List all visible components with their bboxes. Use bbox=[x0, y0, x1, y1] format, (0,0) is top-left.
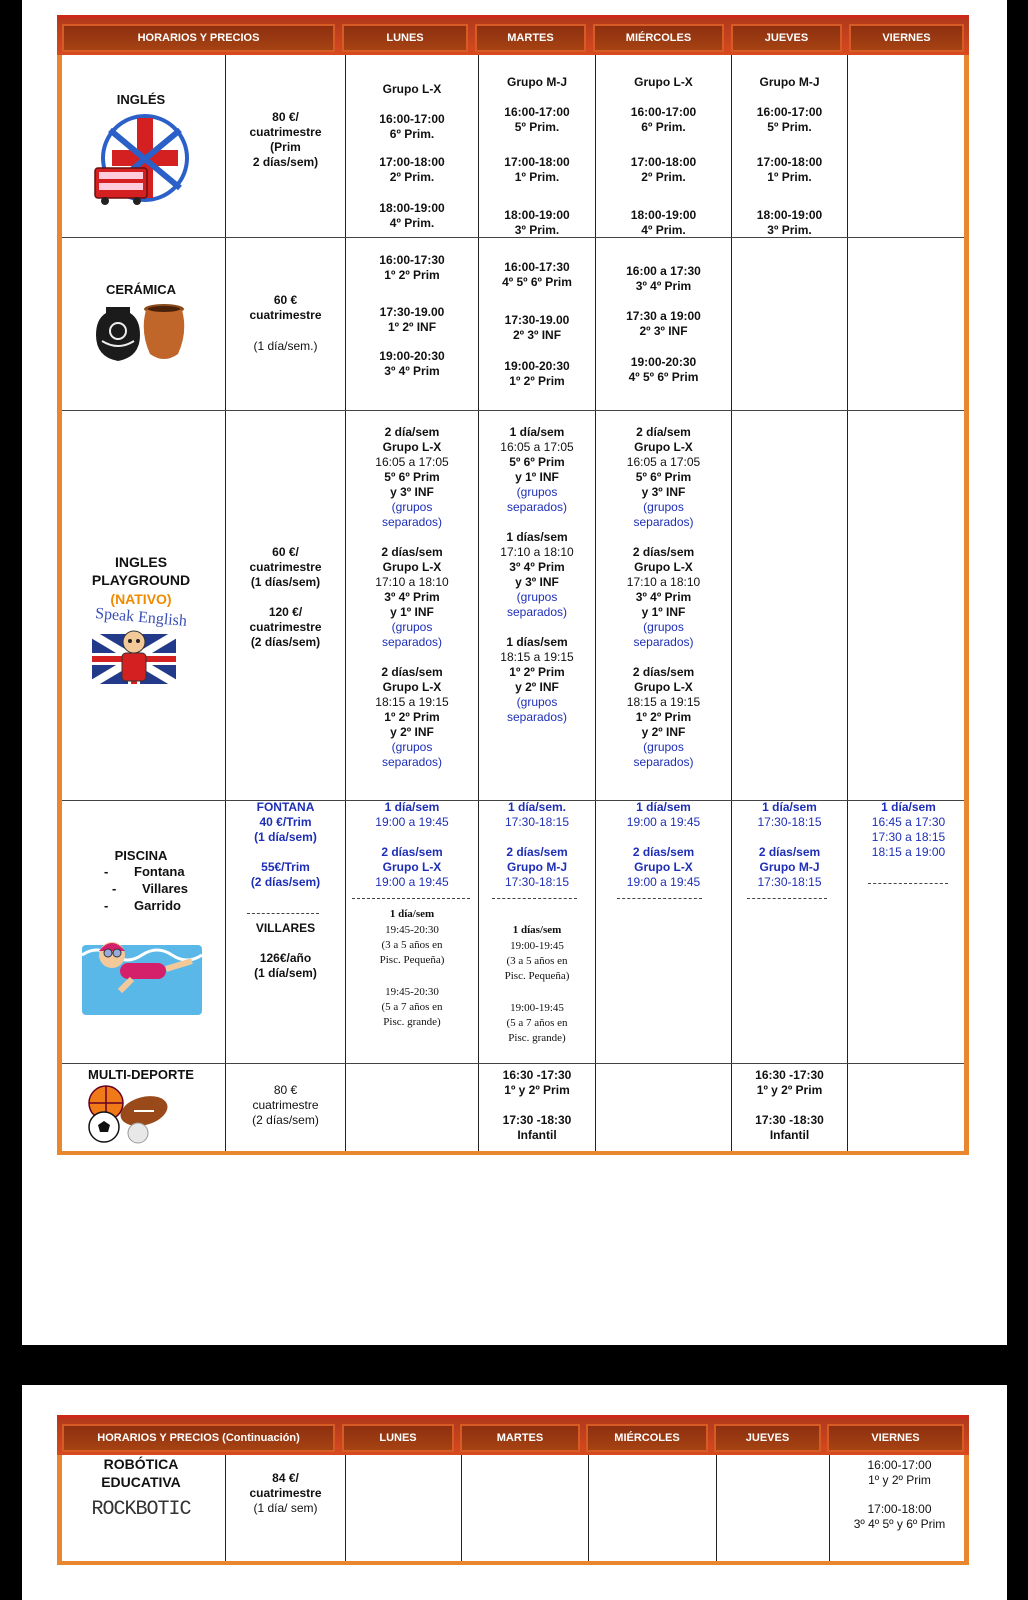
header-jueves: JUEVES bbox=[731, 24, 842, 52]
ceramica-price-note: (1 día/sem.) bbox=[253, 339, 318, 353]
playground-martes-1-groups: (grupos separados) bbox=[506, 485, 568, 514]
piscina-villares: VILLARES bbox=[255, 921, 316, 935]
ceramica-lunes-s1: 16:00-17:30 1º 2º Prim bbox=[379, 253, 445, 282]
ingles-lunes-s3: 18:00-19:00 4º Prim. bbox=[379, 201, 445, 230]
ingles-price: 80 €/ cuatrimestre (Prim 2 días/sem) bbox=[249, 110, 322, 169]
uk-flag-boy-icon bbox=[92, 628, 176, 686]
piscina-lunes-separator bbox=[352, 898, 470, 899]
piscina-villares-price: 126€/año (1 día/sem) bbox=[254, 951, 317, 980]
playground-martes-3-hours: 18:15 a 19:15 bbox=[500, 650, 574, 664]
schedule-page-1 bbox=[22, 0, 1007, 1345]
table-header-continuation bbox=[57, 1415, 969, 1455]
piscina-miercoles-b: 2 días/sem Grupo L-X bbox=[632, 845, 695, 874]
piscina-viernes-a-hours: 16:45 a 17:30 17:30 a 18:15 18:15 a 19:00 bbox=[871, 815, 946, 859]
piscina-place-fontana: Fontana bbox=[134, 864, 185, 879]
playground-title: INGLES PLAYGROUND bbox=[91, 554, 191, 588]
playground-miercoles-1-groups: (grupos separados) bbox=[633, 500, 694, 529]
ceramica-martes-s1: 16:00-17:30 4º 5º 6º Prim bbox=[502, 260, 572, 289]
ingles-jueves-s2: 17:00-18:00 1º Prim. bbox=[756, 155, 823, 184]
playground-lunes-1-hours: 16:05 a 17:05 bbox=[375, 455, 449, 469]
ceramica-lunes-s2: 17:30-19.00 1º 2º INF bbox=[379, 305, 445, 334]
ingles-lunes-group: Grupo L-X bbox=[382, 82, 442, 96]
header-martes: MARTES bbox=[475, 24, 586, 52]
playground-miercoles-2-groups: (grupos separados) bbox=[633, 620, 694, 649]
robotica-viernes-s2: 17:00-18:00 3º 4º 5º y 6º Prim bbox=[853, 1502, 946, 1531]
playground-miercoles-2-title: 2 días/sem Grupo L-X bbox=[632, 545, 695, 574]
piscina-lunes-b: 2 días/sem Grupo L-X bbox=[381, 845, 443, 874]
piscina-lunes-villares-2: 19:45-20:30 (5 a 7 años en Pisc. grande) bbox=[381, 986, 443, 1028]
piscina-bullet-1: - bbox=[104, 864, 109, 879]
header-horarios-continuacion: HORARIOS Y PRECIOS (Continuación) bbox=[62, 1424, 335, 1452]
playground-price-1: 60 €/ cuatrimestre (1 días/sem) bbox=[249, 545, 322, 589]
piscina-lunes-villares-1: 19:45-20:30 (3 a 5 años en Pisc. Pequeña) bbox=[379, 924, 445, 966]
multideporte-jueves-s2: 17:30 -18:30 Infantil bbox=[755, 1113, 824, 1142]
playground-martes-2-course: 3º 4º Prim y 3º INF bbox=[509, 560, 565, 589]
playground-miercoles-2-course: 3º 4º Prim y 1º INF bbox=[635, 590, 692, 619]
piscina-jueves-separator bbox=[747, 898, 827, 899]
piscina-place-villares: Villares bbox=[142, 881, 189, 896]
piscina-martes-villares-title: 1 días/sem bbox=[512, 924, 562, 936]
header-jueves-2: JUEVES bbox=[714, 1424, 821, 1452]
playground-lunes-2-title: 2 días/sem Grupo L-X bbox=[381, 545, 443, 574]
table-header bbox=[57, 15, 969, 55]
ceramic-pots-icon bbox=[94, 301, 190, 363]
playground-lunes-1-course: 5º 6º Prim y 3º INF bbox=[384, 470, 440, 499]
multideporte-martes-s2: 17:30 -18:30 Infantil bbox=[502, 1113, 572, 1142]
playground-lunes-3-groups: (grupos separados) bbox=[381, 740, 443, 769]
robotica-viernes-s1: 16:00-17:00 1º y 2º Prim bbox=[867, 1458, 932, 1487]
ingles-jueves-s1: 16:00-17:00 5º Prim. bbox=[756, 105, 823, 134]
ceramica-miercoles-s2: 17:30 a 19:00 2º 3º INF bbox=[626, 309, 701, 338]
playground-nativo: (NATIVO) bbox=[110, 591, 172, 607]
speak-english-logo: Speak English bbox=[94, 605, 188, 630]
playground-martes-1-hours: 16:05 a 17:05 bbox=[500, 440, 574, 454]
playground-martes-2-title: 1 días/sem bbox=[506, 530, 568, 544]
piscina-viernes-separator bbox=[868, 883, 948, 884]
piscina-martes-a: 1 día/sem. bbox=[507, 800, 567, 814]
ingles-lunes-s2: 17:00-18:00 2º Prim. bbox=[379, 155, 445, 184]
swimmer-icon bbox=[82, 925, 202, 1015]
piscina-price-separator bbox=[247, 913, 319, 914]
schedule-table-continuation bbox=[57, 1455, 969, 1565]
ingles-miercoles-s1: 16:00-17:00 6º Prim. bbox=[630, 105, 697, 134]
robotica-price-note: (1 día/ sem) bbox=[253, 1501, 318, 1515]
playground-lunes-2-groups: (grupos separados) bbox=[381, 620, 443, 649]
header-viernes: VIERNES bbox=[849, 24, 964, 52]
header-martes-2: MARTES bbox=[460, 1424, 580, 1452]
playground-miercoles-3-groups: (grupos separados) bbox=[633, 740, 694, 769]
multideporte-jueves-s1: 16:30 -17:30 1º y 2º Prim bbox=[755, 1068, 824, 1097]
playground-martes-3-course: 1º 2º Prim y 2º INF bbox=[509, 665, 565, 694]
ingles-miercoles-s2: 17:00-18:00 2º Prim. bbox=[630, 155, 697, 184]
ceramica-lunes-s3: 19:00-20:30 3º 4º Prim bbox=[379, 349, 445, 378]
playground-martes-3-title: 1 días/sem bbox=[506, 635, 568, 649]
playground-martes-2-hours: 17:10 a 18:10 bbox=[500, 545, 574, 559]
piscina-place-garrido: Garrido bbox=[134, 898, 181, 913]
piscina-jueves-b-hours: 17:30-18:15 bbox=[757, 875, 822, 889]
playground-lunes-1-groups: (grupos separados) bbox=[381, 500, 443, 529]
playground-lunes-3-title: 2 días/sem Grupo L-X bbox=[381, 665, 443, 694]
piscina-lunes-villares-title: 1 día/sem bbox=[389, 908, 435, 920]
playground-lunes-1-title: 2 día/sem Grupo L-X bbox=[382, 425, 442, 454]
piscina-lunes-a-hours: 19:00 a 19:45 bbox=[375, 815, 449, 829]
playground-martes-1-course: 5º 6º Prim y 1º INF bbox=[509, 455, 565, 484]
ceramica-price: 60 € cuatrimestre bbox=[249, 293, 322, 322]
ingles-martes-s3: 18:00-19:00 3º Prim. bbox=[504, 208, 570, 237]
piscina-bullet-2: - bbox=[112, 881, 117, 896]
playground-lunes-2-hours: 17:10 a 18:10 bbox=[375, 575, 449, 589]
ceramica-martes-s3: 19:00-20:30 1º 2º Prim bbox=[504, 359, 570, 388]
playground-miercoles-3-course: 1º 2º Prim y 2º INF bbox=[635, 710, 692, 739]
multideporte-martes-s1: 16:30 -17:30 1º y 2º Prim bbox=[502, 1068, 572, 1097]
header-horarios: HORARIOS Y PRECIOS bbox=[62, 24, 335, 52]
piscina-lunes-b-hours: 19:00 a 19:45 bbox=[375, 875, 449, 889]
piscina-title: PISCINA bbox=[114, 848, 168, 863]
piscina-miercoles-b-hours: 19:00 a 19:45 bbox=[626, 875, 701, 889]
header-lunes: LUNES bbox=[342, 24, 468, 52]
playground-lunes-2-course: 3º 4º Prim y 1º INF bbox=[384, 590, 440, 619]
playground-martes-3-groups: (grupos separados) bbox=[506, 695, 568, 724]
ceramica-miercoles-s3: 19:00-20:30 4º 5º 6º Prim bbox=[628, 355, 699, 384]
schedule-table bbox=[57, 55, 969, 1155]
header-viernes-2: VIERNES bbox=[827, 1424, 964, 1452]
ingles-title: INGLÉS bbox=[116, 92, 166, 107]
playground-miercoles-1-title: 2 día/sem Grupo L-X bbox=[634, 425, 693, 454]
playground-miercoles-1-hours: 16:05 a 17:05 bbox=[626, 455, 701, 469]
ingles-martes-s1: 16:00-17:00 5º Prim. bbox=[504, 105, 570, 134]
playground-martes-2-groups: (grupos separados) bbox=[506, 590, 568, 619]
piscina-jueves-a: 1 día/sem bbox=[762, 800, 817, 814]
playground-lunes-3-hours: 18:15 a 19:15 bbox=[375, 695, 449, 709]
piscina-martes-b: 2 días/sem Grupo M-J bbox=[506, 845, 568, 874]
piscina-martes-villares-2: 19:00-19:45 (5 a 7 años en Pisc. grande) bbox=[506, 1002, 568, 1044]
ceramica-miercoles-s1: 16:00 a 17:30 3º 4º Prim bbox=[626, 264, 701, 293]
playground-miercoles-3-hours: 18:15 a 19:15 bbox=[626, 695, 701, 709]
ceramica-title: CERÁMICA bbox=[105, 282, 177, 297]
piscina-viernes-a: 1 día/sem bbox=[881, 800, 936, 814]
piscina-miercoles-a-hours: 19:00 a 19:45 bbox=[626, 815, 701, 829]
piscina-martes-separator bbox=[492, 898, 577, 899]
london-flag-bus-icon bbox=[90, 110, 190, 210]
robotica-title: ROBÓTICA EDUCATIVA bbox=[101, 1456, 181, 1490]
ingles-lunes-s1: 16:00-17:00 6º Prim. bbox=[379, 112, 445, 141]
playground-martes-1-title: 1 día/sem bbox=[509, 425, 565, 439]
ceramica-martes-s2: 17:30-19.00 2º 3º INF bbox=[504, 313, 570, 342]
piscina-bullet-3: - bbox=[104, 898, 109, 913]
piscina-miercoles-separator bbox=[617, 898, 702, 899]
robotica-price: 84 €/ cuatrimestre bbox=[249, 1471, 322, 1500]
piscina-fontana-prices: FONTANA 40 €/Trim (1 día/sem) 55€/Trim (2 días/sem) bbox=[250, 800, 321, 889]
header-miercoles: MIÉRCOLES bbox=[593, 24, 724, 52]
playground-miercoles-3-title: 2 días/sem Grupo L-X bbox=[632, 665, 695, 694]
header-miercoles-2: MIÉRCOLES bbox=[586, 1424, 708, 1452]
playground-miercoles-1-course: 5º 6º Prim y 3º INF bbox=[635, 470, 692, 499]
ingles-jueves-group: Grupo M-J bbox=[759, 75, 820, 89]
piscina-martes-b-hours: 17:30-18:15 bbox=[504, 875, 570, 889]
multideporte-title: MULTI-DEPORTE bbox=[88, 1067, 194, 1082]
header-lunes-2: LUNES bbox=[342, 1424, 454, 1452]
rockbotic-logo: ROCKBOTIC bbox=[91, 1498, 191, 1521]
piscina-martes-villares-1: 19:00-19:45 (3 a 5 años en Pisc. Pequeña) bbox=[504, 940, 570, 982]
ingles-jueves-s3: 18:00-19:00 3º Prim. bbox=[756, 208, 823, 237]
multideporte-price: 80 € cuatrimestre (2 días/sem) bbox=[252, 1083, 319, 1127]
piscina-lunes-a: 1 día/sem bbox=[384, 800, 440, 814]
piscina-martes-a-hours: 17:30-18:15 bbox=[504, 815, 570, 829]
ingles-martes-s2: 17:00-18:00 1º Prim. bbox=[504, 155, 570, 184]
ingles-miercoles-s3: 18:00-19:00 4º Prim. bbox=[630, 208, 697, 237]
piscina-jueves-a-hours: 17:30-18:15 bbox=[757, 815, 822, 829]
ingles-martes-group: Grupo M-J bbox=[507, 75, 567, 89]
playground-miercoles-2-hours: 17:10 a 18:10 bbox=[626, 575, 701, 589]
piscina-miercoles-a: 1 día/sem bbox=[636, 800, 691, 814]
sports-balls-icon bbox=[82, 1083, 172, 1145]
ingles-miercoles-group: Grupo L-X bbox=[634, 75, 693, 89]
piscina-jueves-b: 2 días/sem Grupo M-J bbox=[758, 845, 821, 874]
schedule-page-2 bbox=[22, 1385, 1007, 1600]
playground-lunes-3-course: 1º 2º Prim y 2º INF bbox=[384, 710, 440, 739]
playground-price-2: 120 €/ cuatrimestre (2 días/sem) bbox=[249, 605, 322, 649]
